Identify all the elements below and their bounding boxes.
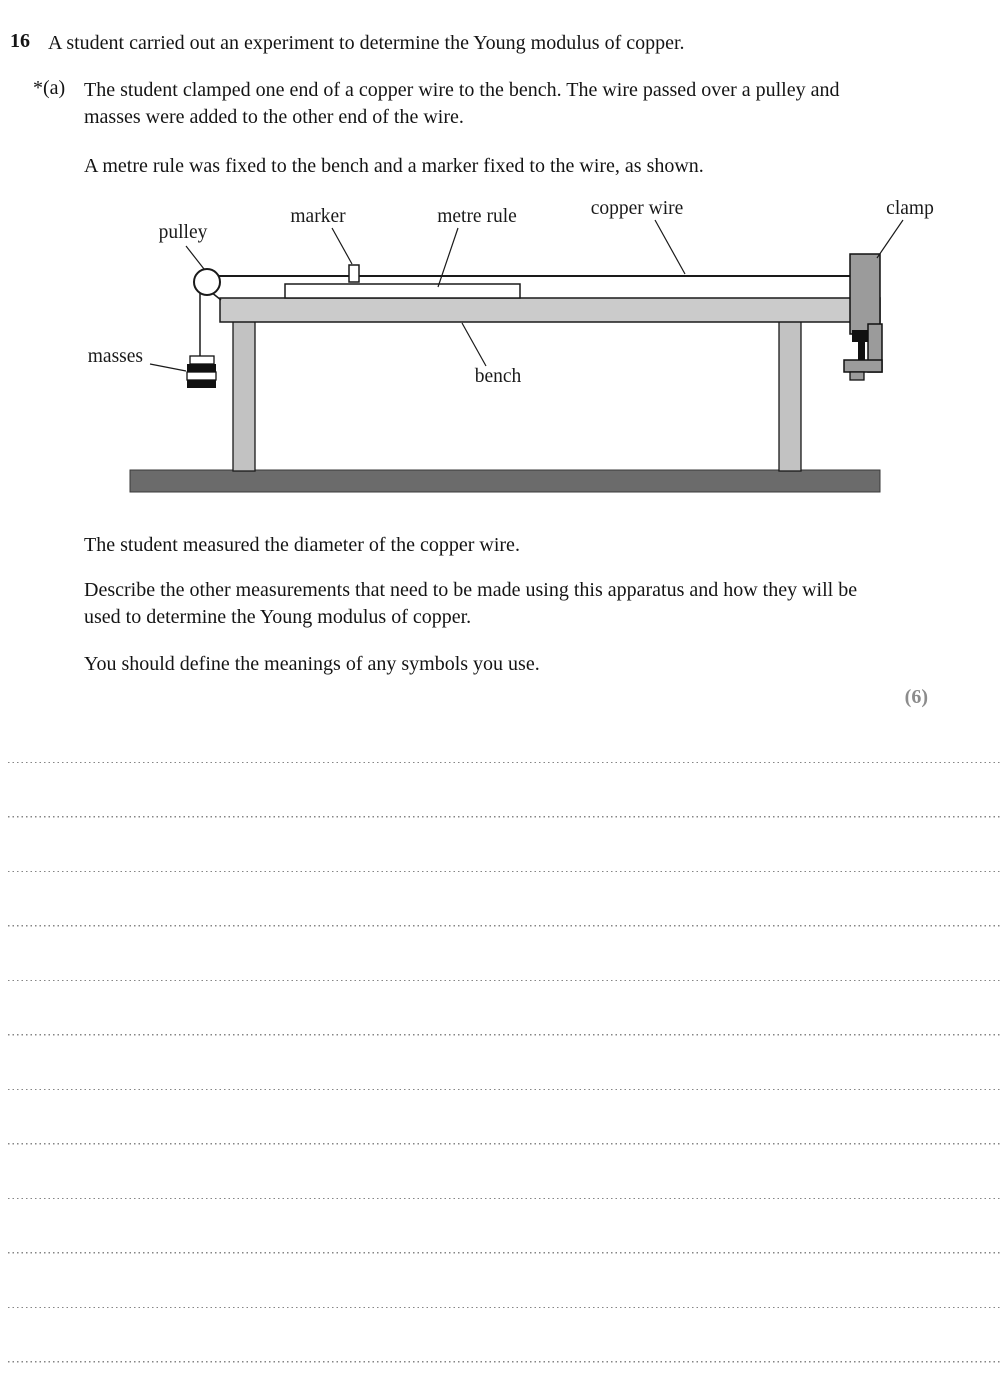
mass-disc [187,380,216,388]
leader-pulley [186,246,204,269]
marks-badge: (6) [904,686,928,708]
leader-bench [462,323,486,366]
label-clamp: clamp [886,198,934,219]
leader-metre-rule [438,228,458,287]
answer-line [8,1036,1000,1091]
bench-leg-right [779,320,801,471]
masses-stack [187,356,216,388]
paragraph-3: The student measured the diameter of the copper wire. [84,534,520,556]
question-number: 16 [10,30,30,52]
answer-line [8,1145,1000,1200]
paragraph-4: Describe the other measurements that need to be made using this apparatus and how they will be used to determine the Young modulus of copper. [84,579,858,628]
floor [130,470,880,492]
answer-line [8,927,1000,982]
leader-marker [332,228,352,264]
answer-line [8,1308,1000,1363]
clamp-screw [858,342,865,360]
pulley-wheel [194,269,220,295]
label-masses: masses [87,346,143,367]
marker [349,265,359,282]
question-header [0,30,1008,57]
apparatus-svg [0,190,1008,502]
question-intro: A student carried out an experiment to determine the Young modulus of copper. [48,32,685,54]
mass-disc [190,356,214,364]
clamp-arm-bottom [844,360,882,372]
bench-top [220,298,880,322]
metre-rule [285,284,520,298]
label-metre-rule: metre rule [437,206,517,227]
part-label: *(a) [33,77,66,99]
answer-line [8,717,1000,763]
question-part-a [0,77,1008,131]
paragraph-2: A metre rule was fixed to the bench and a marker fixed to the wire, as shown. [84,155,704,177]
label-bench: bench [474,366,522,387]
answer-line [8,1199,1000,1254]
paragraph-5: You should define the meanings of any symbols you use. [84,653,540,675]
mass-disc [187,372,216,380]
answer-line [8,981,1000,1036]
leader-clamp [877,220,903,258]
answer-line [8,1254,1000,1309]
leader-copper-wire [655,220,685,274]
apparatus-diagram [0,190,1008,502]
label-marker: marker [290,206,346,227]
answer-line [8,818,1000,873]
clamp-plate [850,254,880,334]
answer-line [8,872,1000,927]
leader-masses [150,364,186,371]
bench-leg-left [233,320,255,471]
answer-lines [8,717,1000,1363]
clamp-handle [850,372,864,380]
answer-line [8,763,1000,818]
mass-disc [187,364,216,372]
answer-line [8,1090,1000,1145]
label-copper-wire: copper wire [590,198,684,219]
label-pulley: pulley [158,222,208,243]
paragraph-1: The student clamped one end of a copper wire to the bench. The wire passed over a pulley and masses were added to the other end of the wire. [84,79,840,128]
